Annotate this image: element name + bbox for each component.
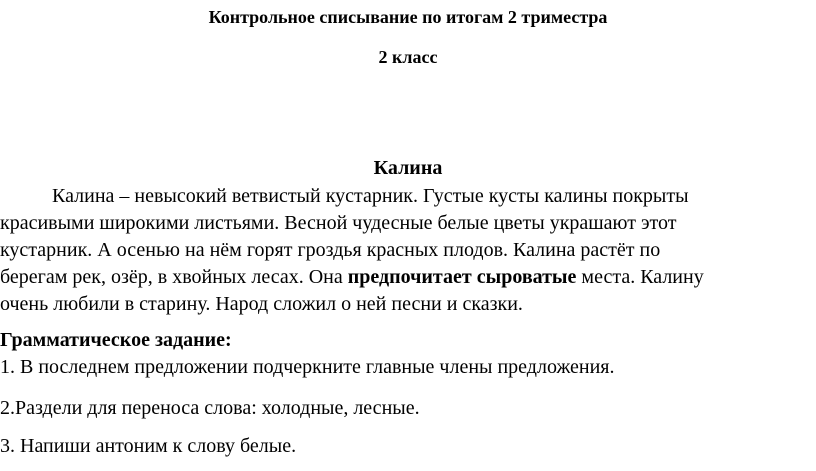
story-line	[0, 265, 704, 289]
document-title: Контрольное списывание по итогам 2 триместра	[208, 7, 608, 27]
grammar-task: 3. Напиши антоним к слову белые.	[0, 435, 297, 457]
grammar-heading: Грамматическое задание:	[0, 329, 232, 351]
grammar-task: 1. В последнем предложении подчеркните главные члены предложения.	[0, 356, 615, 378]
story-title: Калина	[373, 157, 443, 179]
story-line: красивыми широкими листьями. Весной чудесные белые цветы украшают этот	[0, 212, 677, 234]
story-line: очень любили в старину. Народ сложил о ней песни и сказки.	[0, 293, 523, 315]
story-line: кустарник. А осенью на нём горят гроздья красных плодов. Калина растёт по	[0, 239, 661, 261]
grade-label: 2 класс	[378, 47, 438, 67]
story-line: Калина – невысокий ветвистый кустарник. Густые кусты калины покрыты	[52, 185, 689, 207]
grammar-task: 2.Раздели для переноса слова: холодные, лесные.	[0, 397, 420, 419]
story-line-text: берегам рек, озёр, в хвойных лесах. Она	[0, 266, 348, 288]
story-line-text: места. Калину	[576, 266, 704, 288]
bold-phrase: предпочитает сыроватые	[347, 266, 577, 288]
